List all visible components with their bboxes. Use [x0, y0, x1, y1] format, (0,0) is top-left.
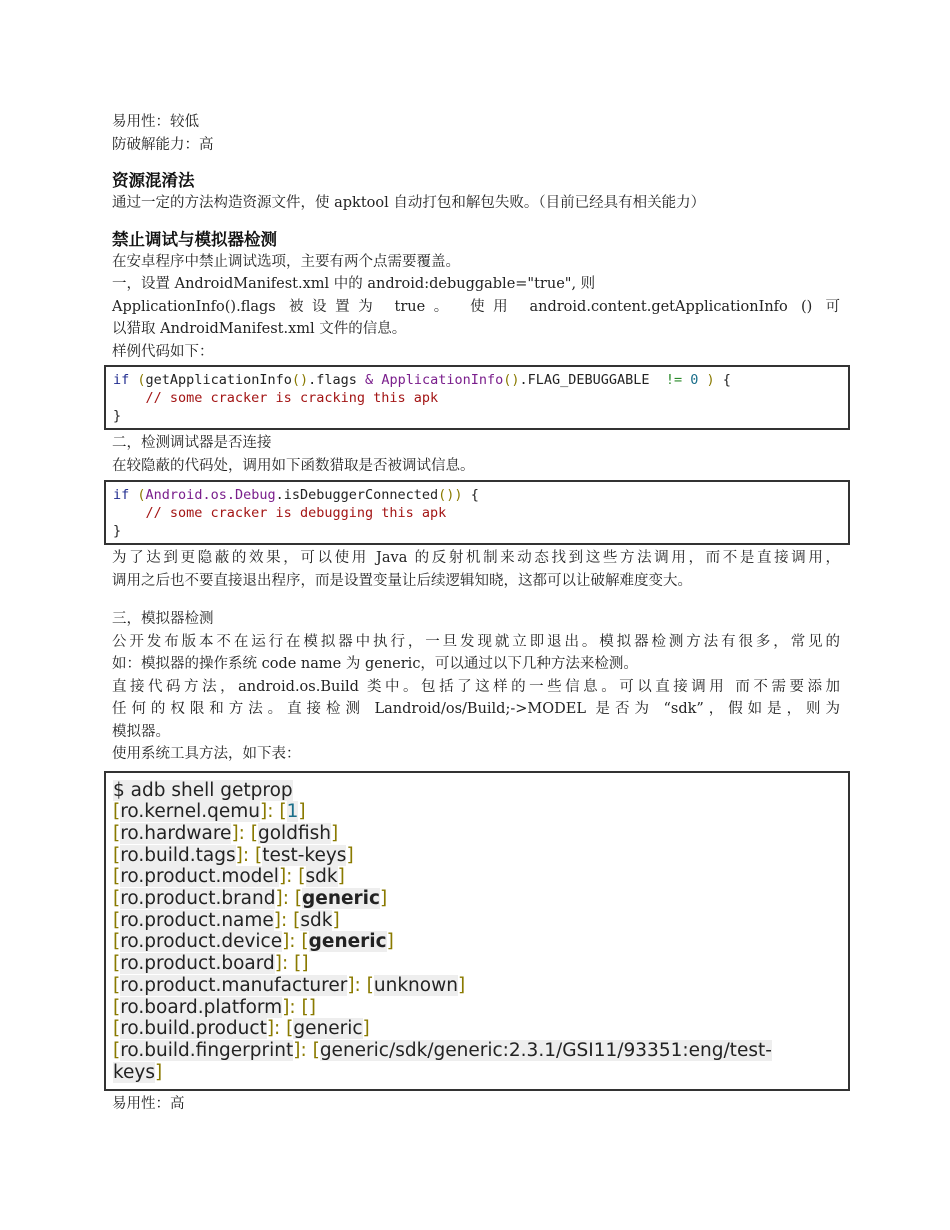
code-os: .os. [202, 487, 235, 503]
resource-obfuscation-body: 通过一定的方法构造资源文件，使 apktool 自动打包和解包失败。（目前已经具有相关能力） [112, 195, 706, 211]
build-line3: 模拟器。 [112, 723, 170, 740]
adb-prop-value: sdk [305, 866, 338, 888]
adb-prop-key: ro.board.platform [120, 996, 283, 1018]
sample-code-label: 样例代码如下： [112, 343, 214, 360]
usability-low-text: 易用性：较低 [112, 114, 199, 130]
adb-prop-value: goldfish [258, 822, 331, 844]
adb-prop-key: ro.build.tags [120, 844, 236, 866]
code-debug: Debug [234, 487, 276, 503]
code-keyword: if [113, 372, 130, 388]
adb-prop-key: ro.product.device [120, 931, 283, 953]
adb-prop-value: generic/sdk/generic:2.3.1/GSI11/93351:eng/test-keys [113, 1039, 772, 1083]
adb-prop-row: [ro.build.fingerprint]: [generic/sdk/generic:2.3.1/GSI11/93351:eng/test-keys] [113, 1039, 772, 1083]
emulator-line2: 如：模拟器的操作系统 code name 为 generic，可以通过以下几种方法来检测。 [112, 656, 638, 672]
step2-title: 二，检测调试器是否连接 [112, 435, 272, 451]
step1-line3: 以猎取 AndroidManifest.xml 文件的信息。 [112, 321, 407, 337]
code-block-debuggable: if (getApplicationInfo().flags & ApplicationInfo().FLAG_DEBUGGABLE != 0 ) { // some cracker is cracking this apk } [104, 365, 850, 430]
document-page [112, 111, 840, 1116]
code-fn: getApplicationInfo [145, 372, 292, 388]
emulator-line1: 公开发布版本不在运行在模拟器中执行，一旦发现就立即退出。模拟器检测方法有很多，常见的 [112, 633, 840, 650]
build-line2: 任何的权限和方法。直接检测 Landroid/os/Build;->MODEL 是否为 “sdk”，假如是，则为 [112, 701, 840, 717]
adb-prop-row: [ro.product.brand]: [generic] [113, 888, 388, 910]
adb-getprop-block [104, 771, 850, 1092]
code-neq: != [665, 372, 683, 388]
adb-prop-row: [ro.product.manufacturer]: [unknown] [113, 974, 466, 996]
code-const: .FLAG_DEBUGGABLE [519, 372, 650, 388]
adb-prop-value: test-keys [262, 844, 347, 866]
tools-label: 使用系统工具方法，如下表： [112, 746, 301, 762]
code-keyword: if [113, 487, 130, 503]
adb-prop-value: 1 [286, 801, 299, 823]
adb-prop-key: ro.product.board [120, 953, 275, 975]
usability-high-text: 易用性：高 [112, 1096, 185, 1113]
step1-line2: ApplicationInfo().flags 被设置为 true。 使用 android.content.getApplicationInfo () 可 [112, 298, 840, 315]
code-comment: // some cracker is debugging this apk [145, 505, 447, 521]
step1-line1: 一，设置 AndroidManifest.xml 中的 android:debuggable="true", 则 [112, 276, 596, 292]
adb-prop-key: ro.product.brand [120, 888, 276, 910]
code-fn: .isDebuggerConnected [275, 487, 439, 503]
step3-title: 三，模拟器检测 [112, 611, 214, 627]
adb-prop-row: [ro.product.device]: [generic] [113, 931, 394, 953]
adb-prop-key: ro.hardware [120, 822, 232, 844]
adb-prop-row: [ro.product.name]: [sdk] [113, 909, 340, 931]
build-line1: 直接代码方法，android.os.Build 类中。包括了这样的一些信息。可以直接调用 而不需要添加 [112, 678, 840, 695]
anti-debug-intro: 在安卓程序中禁止调试选项，主要有两个点需要覆盖。 [112, 253, 460, 270]
adb-prop-key: ro.kernel.qemu [120, 801, 261, 823]
adb-prop-value: generic [308, 931, 387, 953]
adb-prop-value: generic [302, 888, 380, 910]
code-close: } [113, 408, 122, 424]
adb-props-list [113, 801, 840, 1083]
adb-prop-key: ro.product.manufacturer [120, 974, 348, 996]
code-number: 0 [690, 372, 699, 388]
code-block-debugger-connected: if (Android.os.Debug.isDebuggerConnected()) { // some cracker is debugging this apk } [104, 480, 850, 545]
crack-resistance-text: 防破解能力：高 [112, 136, 214, 153]
code-class: ApplicationInfo [381, 372, 504, 388]
adb-prop-row: [ro.product.model]: [sdk] [113, 866, 345, 888]
adb-prop-row: [ro.build.product]: [generic] [113, 1018, 370, 1040]
adb-prop-value: sdk [300, 909, 333, 931]
adb-prop-value: unknown [373, 974, 458, 996]
adb-prop-value: generic [293, 1018, 363, 1040]
adb-prop-row: [ro.product.board]: [] [113, 953, 309, 975]
adb-prop-row: [ro.hardware]: [goldfish] [113, 822, 339, 844]
anti-debug-heading: 禁止调试与模拟器检测 [112, 229, 277, 249]
reflection-line1: 为了达到更隐蔽的效果，可以使用 Java 的反射机制来动态找到这些方法调用，而不是直接调用， [112, 550, 840, 566]
code-android: Android [145, 487, 203, 503]
reflection-line2: 调用之后也不要直接退出程序，而是设置变量让后续逻辑知晓，这都可以让破解难度变大。 [112, 572, 692, 589]
step2-body: 在较隐蔽的代码处，调用如下函数猎取是否被调试信息。 [112, 457, 475, 474]
adb-prop-key: ro.product.name [120, 909, 274, 931]
resource-obfuscation-heading: 资源混淆法 [112, 171, 195, 190]
adb-prop-row: [ro.kernel.qemu]: [1] [113, 801, 306, 823]
adb-prop-row: [ro.build.tags]: [test-keys] [113, 844, 354, 866]
adb-prop-key: ro.build.fingerprint [120, 1039, 294, 1061]
code-operator: & [365, 372, 374, 388]
adb-command: $ adb shell getprop [113, 779, 293, 801]
adb-prop-key: ro.product.model [120, 866, 279, 888]
adb-prop-key: ro.build.product [120, 1018, 267, 1040]
code-field: .flags [308, 372, 357, 388]
adb-prop-row: [ro.board.platform]: [] [113, 996, 316, 1018]
code-comment: // some cracker is cracking this apk [145, 390, 439, 406]
code-close: } [113, 523, 122, 539]
